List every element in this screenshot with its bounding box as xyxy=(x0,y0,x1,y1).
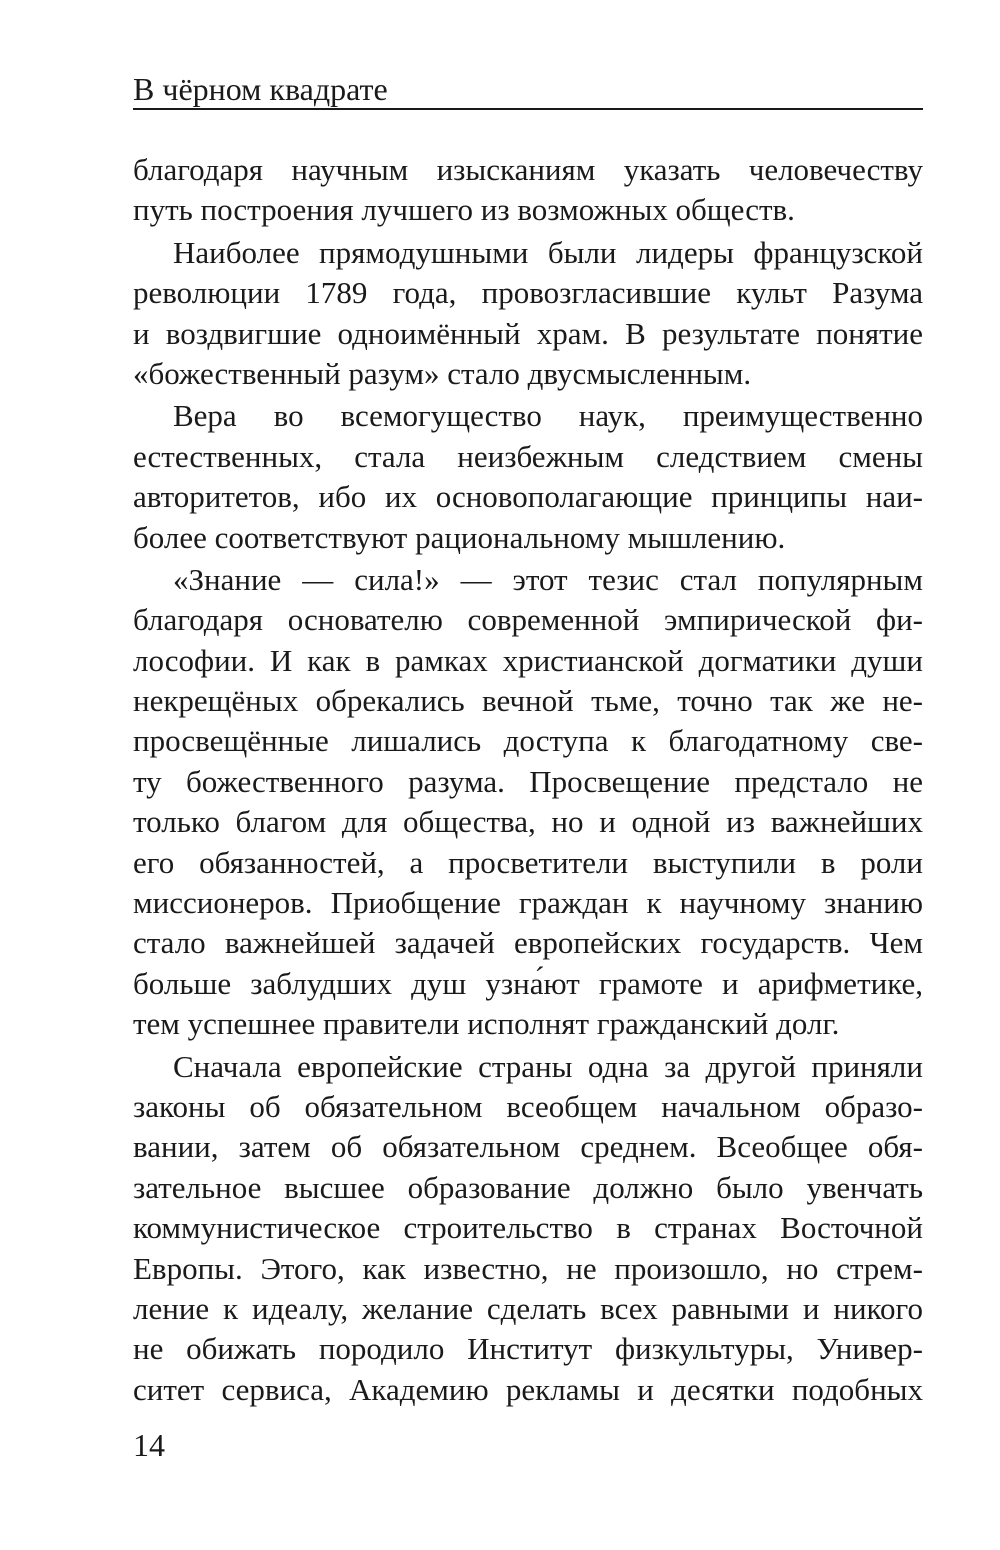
text-line: ление к идеалу, желание сделать всех равными и никого xyxy=(133,1290,923,1326)
paragraph xyxy=(133,1047,923,1411)
text-line: его обязанностей, а просветители выступили в роли xyxy=(133,844,923,880)
text-line: благодаря научным изысканиям указать человечеству xyxy=(133,152,923,187)
text-line: миссионеров. Приобщение граждан к научному знанию xyxy=(133,885,923,921)
text-line: вании, затем об обязательном среднем. Всеобщее обя- xyxy=(133,1129,923,1165)
text-line: лософии. И как в рамках христианской догматики души xyxy=(133,642,923,678)
paragraph xyxy=(133,150,923,231)
text-line: «божественный разум» стало двусмысленным. xyxy=(133,355,752,391)
text-line: Вера во всемогущество наук, преимущественно xyxy=(173,398,923,434)
text-line: ситет сервиса, Академию рекламы и десятки подобных xyxy=(133,1371,923,1407)
text-line: коммунистическое строительство в странах Восточной xyxy=(133,1210,923,1246)
text-line: более соответствуют рациональному мышлению. xyxy=(133,519,786,555)
text-line: стало важнейшей задачей европейских государств. Чем xyxy=(133,925,923,961)
text-line: «Знание — сила!» — этот тезис стал популярным xyxy=(173,561,923,597)
running-header xyxy=(133,72,923,110)
running-header-title: В чёрном квадрате xyxy=(133,71,388,107)
paragraph xyxy=(133,233,923,395)
text-line: только благом для общества, но и одной из важнейших xyxy=(133,804,923,840)
text-line: и воздвигшие одноимённый храм. В результате понятие xyxy=(133,315,923,351)
text-line: Сначала европейские страны одна за другой приняли xyxy=(173,1048,923,1084)
text-line: зательное высшее образование должно было увенчать xyxy=(133,1169,923,1205)
text-line: естественных, стала неизбежным следствием смены xyxy=(133,438,923,474)
text-line: тем успешнее правители исполнят гражданский долг. xyxy=(133,1006,840,1042)
paragraph xyxy=(133,396,923,558)
text-line: законы об обязательном всеобщем начальном образо- xyxy=(133,1088,923,1124)
text-line: благодаря основателю современной эмпирической фи- xyxy=(133,602,923,638)
text-line: не обижать породило Институт физкультуры, Универ- xyxy=(133,1331,923,1367)
body-text xyxy=(133,150,923,1410)
text-line: ту божественного разума. Просвещение предстало не xyxy=(133,763,923,799)
text-line: авторитетов, ибо их основополагающие принципы наи- xyxy=(133,479,923,515)
text-line: просвещённые лишались доступа к благодатному све- xyxy=(133,723,923,759)
text-line: путь построения лучшего из возможных обществ. xyxy=(133,192,795,228)
text-line: революции 1789 года, провозгласившие культ Разума xyxy=(133,275,923,311)
page-number: 14 xyxy=(133,1427,165,1463)
text-line: некрещёных обрекались вечной тьме, точно так же не- xyxy=(133,683,923,719)
text-line: Наиболее прямодушными были лидеры французской xyxy=(173,234,923,270)
paragraph xyxy=(133,560,923,1045)
text-line: больше заблудших душ узна́ют грамоте и арифметике, xyxy=(133,965,923,1001)
text-line: Европы. Этого, как известно, не произошло, но стрем- xyxy=(133,1250,923,1286)
